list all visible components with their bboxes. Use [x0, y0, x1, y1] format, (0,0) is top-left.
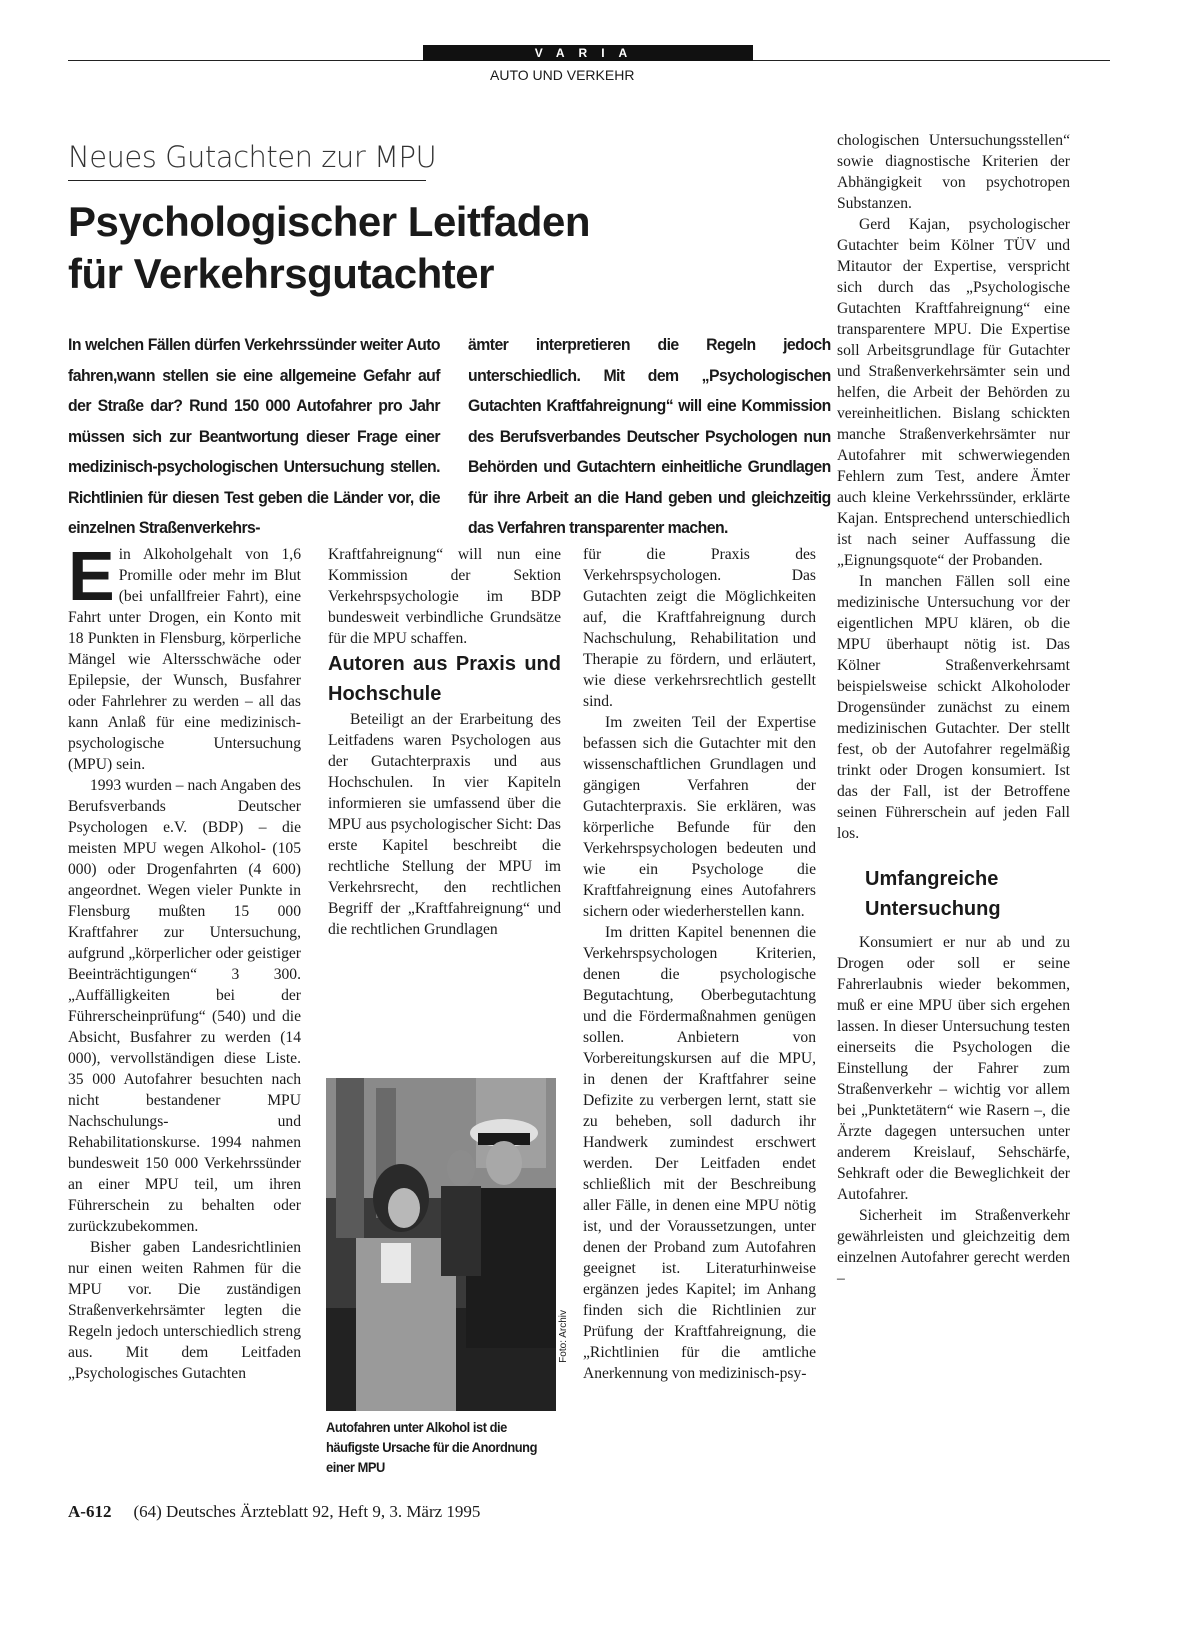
kicker-rule [68, 180, 426, 181]
drop-cap: E [68, 537, 115, 615]
body-paragraph [68, 537, 301, 775]
article-headline [68, 196, 828, 300]
body-paragraph: 1993 wurden – nach Angaben des Berufsverbands Deutscher Psychologen e.V. (BDP) – die meisten MPU wegen Alkohol- (105 000) oder Drogenfahrten (4 600) angeordnet. Wegen vieler Punkte in Flensburg mußten 15 000 Kraftfahrer zur Untersuchung, aufgrund „körperlicher oder geistiger Beeinträchtigungen“ 3 300. „Auffälligkeiten bei der Führerscheinprüfung“ (540) und die Absicht, Busfahrer zu werden (14 000), vervollständigen diese Liste. 35 000 Autofahrer besuchten nach nicht bestandener MPU Nachschulungs- und Rehabilitationskurse. 1994 nahmen bundesweit 150 000 Verkehrssünder an einer MPU teil, um ihren Führerschein zu behalten oder zurückzubekommen. [68, 777, 301, 1235]
paragraph-text: in Alkoholgehalt von 1,6 Promille oder mehr im Blut (bei unfallfreier Fahrt), eine Fahrt unter Drogen, ein Konto mit 18 Punkten in Flensburg, körperliche Mängel wie Altersschwäche oder Epilepsie, der Wunsch, Busfahrer oder Fahrlehrer zu werden – all das kann Anlaß für eine medizinisch-psychologische Untersuchung (MPU) sein. [68, 546, 301, 773]
section-title: AUTO UND VERKEHR [490, 67, 635, 83]
page-footer [68, 1502, 480, 1522]
body-paragraph: Gerd Kajan, psychologischer Gutachter beim Kölner TÜV und Mitautor der Expertise, verspricht sich durch das „Psychologische Gutachten Kraftfahreignung“ eine transparentere MPU. Die Expertise soll Arbeitsgrundlage für Gutachter und Straßenverkehrsämter sein und helfen, die Arbeit der Behörden zu vereinheitlichen. Bislang schickten manche Straßenverkehrsämter nur Autofahrer mit schwerwiegenden Fehlern zum Test, andere Ämter auch kleine Verkehrssünder, erklärte Kajan. Entsprechend unterschiedlich ist nach seiner Auffassung die „Eignungsquote“ der Probanden. [837, 216, 1070, 569]
subheading-examination: Umfangreiche Untersuchung [865, 868, 1001, 920]
body-paragraph: Im zweiten Teil der Expertise befassen sich die Gutachter mit den wissenschaftlichen Grundlagen und gängigen Verfahren der Gutachterpraxis. Sie erklären, was körperliche Befunde für den Verkehrspsychologen bedeuten und wie ein Psychologe die Kraftfahreignung eines Autofahrers sichern oder wiederherstellen kann. [583, 714, 816, 920]
body-column-2 [328, 544, 561, 940]
article-photo [326, 1078, 556, 1411]
subheading-authors: Autoren aus Praxis und Hochschule [328, 653, 561, 705]
article-kicker: Neues Gutachten zur MPU [68, 140, 437, 174]
lead-paragraph-left: In welchen Fällen dürfen Verkehrssünder weiter Auto fahren,wann stellen sie eine allgemeine Gefahr auf der Straße dar? Rund 150 000 Autofahrer pro Jahr müssen sich zur Beantwortung dieser Frage einer medizinisch-psychologischen Untersuchung stellen. Richtlinien für diesen Test geben die Länder vor, die einzelnen Straßenverkehrs- [68, 335, 440, 537]
section-band: VARIA [423, 45, 753, 61]
headline-line-1: Psychologischer Leitfaden [68, 198, 590, 245]
body-paragraph: für die Praxis des Verkehrspsychologen. Das Gutachten zeigt die Möglichkeiten auf, die Kraftfahreignung durch Nachschulung, Rehabilitation und Therapie zu fördern, und erläutert, wie diese verkehrsrechtlich gestellt sind. [583, 546, 816, 710]
photo-credit: Foto: Archiv [558, 1310, 569, 1363]
body-paragraph: Konsumiert er nur ab und zu Drogen oder soll er seine Fahrerlaubnis wieder bekommen, muß er eine MPU über sich ergehen lassen. In dieser Untersuchung testen einerseits die Psychologen die Einstellung der Fahrer zum Straßenverkehr – wichtig vor allem bei „Punktetätern“ wie Rasern –, die Ärzte dagegen untersuchen unter anderem Kreislauf, Sehschärfe, Sehkraft oder die Beweglichkeit der Autofahrer. [837, 934, 1070, 1203]
body-paragraph: Im dritten Kapitel benennen die Verkehrspsychologen Kriterien, denen die psychologische Begutachtung, Oberbegutachtung und die Fördermaßnahmen genügen sollen. Anbietern von Vorbereitungskursen auf die MPU, in denen der Kraftfahrer seine Defizite zu verbergen lernt, statt sie zu beheben, soll dadurch ihr Handwerk zumindest erschwert werden. Der Leitfaden endet schließlich mit der Beschreibung aller Fälle, in denen eine MPU nötig ist, und der Voraussetzungen, unter denen der Proband zum Autofahren geeignet ist. Literaturhinweise ergänzen jedes Kapitel; im Anhang finden sich die Richtlinien zur Prüfung der Kraftfahreignung, die „Richtlinien für die amtliche Anerkennung von medizinisch-psy- [583, 924, 816, 1382]
body-paragraph: Beteiligt an der Erarbeitung des Leitfadens waren Psychologen aus der Gutachterpraxis und aus Hochschulen. In vier Kapiteln informieren sie umfassend über die MPU aus psychologischer Sicht: Das erste Kapitel beschreibt die rechtliche Stellung der MPU im Verkehrsrecht, den rechtlichen Begriff der „Kraftfahreignung“ und die rechtlichen Grundlagen [328, 711, 561, 938]
headline-line-2: für Verkehrsgutachter [68, 250, 494, 297]
photo-caption: Autofahren unter Alkohol ist die häufigste Ursache für die Anordnung einer MPU [326, 1419, 537, 1475]
lead-paragraph-right: ämter interpretieren die Regeln jedoch unterschiedlich. Mit dem „Psychologischen Gutachten Kraftfahreignung“ will eine Kommission des Berufsverbandes Deutscher Psychologen nun Behörden und Gutachtern einheitliche Grundlagen für ihre Arbeit an die Hand geben und gleichzeitig das Verfahren transparenter machen. [468, 335, 831, 537]
body-paragraph: chologischen Untersuchungsstellen“ sowie diagnostische Kriterien der Abhängigkeit von psychotropen Substanzen. [837, 132, 1070, 212]
body-paragraph: Kraftfahreignung“ will nun eine Kommission der Sektion Verkehrspsychologie im BDP bundesweit verbindliche Grundsätze für die MPU schaffen. [328, 546, 561, 647]
body-paragraph: Bisher gaben Landesrichtlinien nur einen weiten Rahmen für die MPU vor. Die zuständigen Straßenverkehrsämter legten die Regeln jedoch unterschiedlich streng aus. Mit dem Leitfaden „Psychologisches Gutachten [68, 1239, 301, 1382]
page-number: A-612 [68, 1502, 112, 1521]
body-column-4 [837, 130, 1070, 1289]
body-column-3 [583, 544, 816, 1384]
body-paragraph: In manchen Fällen soll eine medizinische Untersuchung vor der eigentlichen MPU klären, ob die MPU überhaupt nötig ist. Das Kölner Straßenverkehrsamt beispielsweise schickt Alkoholoder Drogensünder zunächst zu einem medizinischen Gutachter. Der stellt fest, ob der Autofahrer regelmäßig trinkt oder Drogen konsumiert. Ist das der Fall, ist der Betroffene seinen Führerschein auf jeden Fall los. [837, 573, 1070, 842]
body-paragraph: Sicherheit im Straßenverkehr gewährleisten und gleichzeitig dem einzelnen Autofahrer gerecht werden – [837, 1207, 1070, 1287]
journal-citation: (64) Deutsches Ärzteblatt 92, Heft 9, 3. März 1995 [133, 1502, 481, 1521]
body-column-1 [68, 537, 301, 1384]
